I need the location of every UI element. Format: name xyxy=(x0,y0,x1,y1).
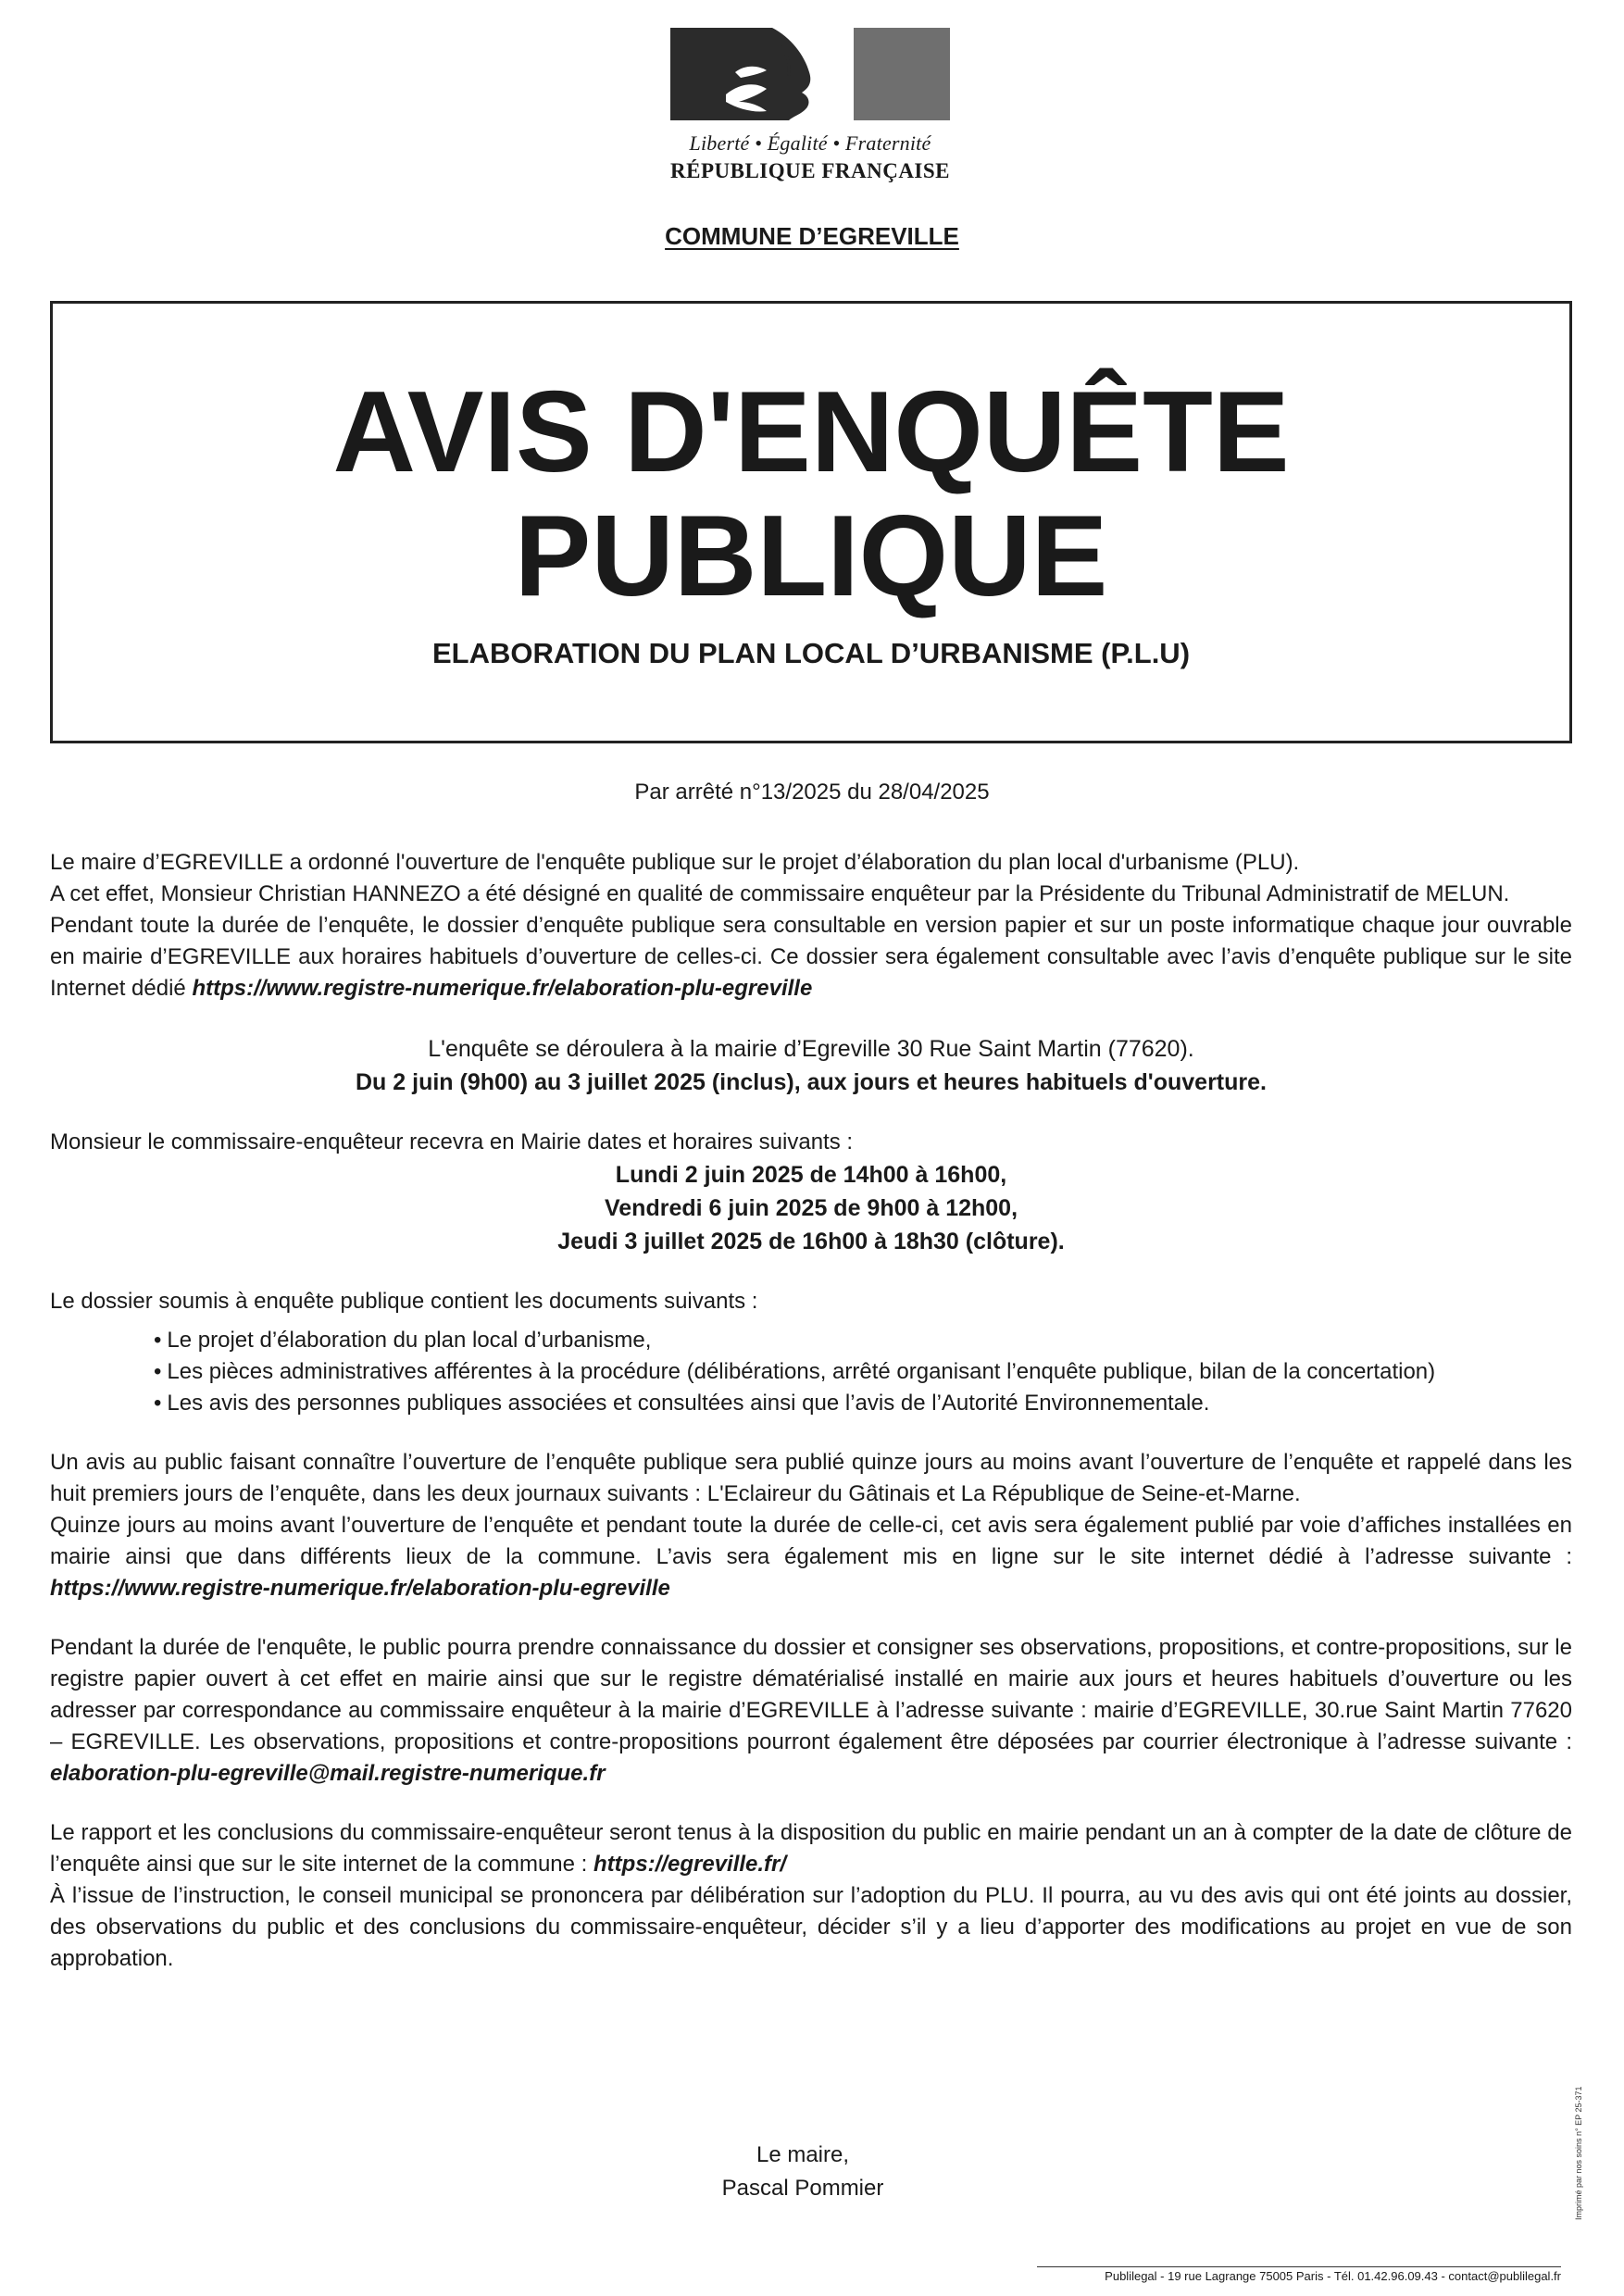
observations-text: Pendant la durée de l'enquête, le public pourra prendre connaissance du dossier et consigner ses observations, propositions, et contre-propositions, sur le registre papier ouvert à cet effet en mairie ainsi que sur le registre dématérialisé installé en mairie aux jours et heures habituels d’ouverture ou les adresser par correspondance au commissaire enquêteur à la mairie d’EGREVILLE à l’adresse suivante : mairie d’EGREVILLE, 30.rue Saint Martin 77620 – EGREVILLE. Les observations, propositions et contre-propositions pourront également être déposées par courrier électronique à l’adresse suivante : xyxy=(50,1635,1572,1754)
permanences-intro: Monsieur le commissaire-enquêteur recevra en Mairie dates et horaires suivants : xyxy=(50,1129,854,1154)
page-subtitle: ELABORATION DU PLAN LOCAL D’URBANISME (P.L.U) xyxy=(431,637,1191,669)
signature-block xyxy=(0,2139,1605,2205)
print-reference: Imprimé par nos soins n° EP 25-371 xyxy=(1574,2086,1583,2220)
registre-link[interactable]: https://www.registre-numerique.fr/elaboration-plu-egreville xyxy=(50,1576,670,1601)
title-box xyxy=(50,301,1572,743)
signature-name: Pascal Pommier xyxy=(721,2176,884,2201)
rapport-paragraph-1 xyxy=(50,1817,1572,1880)
dossier-list xyxy=(50,1325,1572,1419)
publicity-paragraph-1: Un avis au public faisant connaître l’ouverture de l’enquête publique sera publié quinze jours au moins avant l’ouverture de l’enquête et rappelé dans les huit premiers jours de l’enquête, dans les deux journaux suivants : L'Eclaireur du Gâtinais et La République de Seine-et-Marne. xyxy=(50,1450,1572,1506)
intro-paragraph-2: A cet effet, Monsieur Christian HANNEZO a été désigné en qualité de commissaire enquêteur par la Présidente du Tribunal Administratif de MELUN. xyxy=(50,881,1510,906)
marianne-logo-icon xyxy=(670,28,950,120)
footer-divider xyxy=(1037,2266,1561,2267)
publicity-paragraph-2 xyxy=(50,1510,1572,1604)
republic-name: RÉPUBLIQUE FRANÇAISE xyxy=(670,159,951,182)
email-link[interactable]: elaboration-plu-egreville@mail.registre-numerique.fr xyxy=(50,1761,606,1786)
list-item: • Le projet d’élaboration du plan local d’urbanisme, xyxy=(154,1328,652,1353)
bullet-icon: • xyxy=(154,1391,162,1416)
intro-paragraph-1: Le maire d’EGREVILLE a ordonné l'ouverture de l'enquête publique sur le projet d’élaboration du plan local d'urbanisme (PLU). xyxy=(50,850,1300,875)
republic-motto: Liberté • Égalité • Fraternité xyxy=(689,131,931,155)
notice-body xyxy=(50,847,1572,1975)
title-line-2: PUBLIQUE xyxy=(514,493,1108,620)
title-line-1: AVIS D'ENQUÊTE xyxy=(332,368,1290,496)
observations-paragraph xyxy=(50,1632,1572,1790)
page-title xyxy=(53,370,1569,618)
publicity-paragraph-2-text: Quinze jours au moins avant l’ouverture de l’enquête et pendant toute la durée de celle-ci, cet avis sera également publié par voie d’affiches installées en mairie ainsi que dans différents lieux de la commune. L’avis sera également mis en ligne sur le site internet dédié à l’adresse suivante : xyxy=(50,1513,1572,1569)
registre-link[interactable]: https://www.registre-numerique.fr/elaboration-plu-egreville xyxy=(192,976,813,1001)
intro-paragraph-3 xyxy=(50,910,1572,1004)
dossier-intro: Le dossier soumis à enquête publique contient les documents suivants : xyxy=(50,1289,758,1314)
publisher-footer: Publilegal - 19 rue Lagrange 75005 Paris - Tél. 01.42.96.09.43 - contact@publilegal.fr xyxy=(1105,2269,1561,2283)
permanence-item: Jeudi 3 juillet 2025 de 16h00 à 18h30 (clôture). xyxy=(557,1229,1065,1254)
commune-name: COMMUNE D’EGREVILLE xyxy=(665,222,959,250)
bullet-icon: • xyxy=(154,1359,162,1384)
list-item: • Les avis des personnes publiques associées et consultées ainsi que l’avis de l’Autorité Environnementale. xyxy=(154,1391,1210,1416)
commune-heading xyxy=(0,222,1624,251)
enquete-location: L'enquête se déroulera à la mairie d’Egreville 30 Rue Saint Martin (77620). xyxy=(428,1036,1194,1062)
republique-francaise-logo xyxy=(670,28,950,183)
rapport-paragraph-2: À l’issue de l’instruction, le conseil municipal se prononcera par délibération sur l’adoption du PLU. Il pourra, au vu des avis qui ont été joints au dossier, des observations du public et des conclusions du commissaire-enquêteur, décider s’il y a lieu d’apporter des modifications au projet en vue de son approbation. xyxy=(50,1883,1572,1971)
permanence-item: Vendredi 6 juin 2025 de 9h00 à 12h00, xyxy=(604,1195,1018,1221)
enquete-dates: Du 2 juin (9h00) au 3 juillet 2025 (inclus), aux jours et heures habituels d'ouverture. xyxy=(356,1069,1267,1095)
list-item: • Les pièces administratives afférentes à la procédure (délibérations, arrêté organisant l’enquête publique, bilan de la concertation) xyxy=(154,1359,1436,1384)
commune-website-link[interactable]: https://egreville.fr/ xyxy=(593,1852,787,1877)
signature-role: Le maire, xyxy=(756,2142,850,2167)
permanence-item: Lundi 2 juin 2025 de 14h00 à 16h00, xyxy=(615,1162,1007,1188)
intro-paragraph-3-text: Pendant toute la durée de l’enquête, le dossier d’enquête publique sera consultable en version papier et sur un poste informatique chaque jour ouvrable en mairie d’EGREVILLE aux horaires habituels d’ouverture de celles-ci. Ce dossier sera également consultable avec l’avis d’enquête publique sur le site Internet dédié xyxy=(50,913,1572,1001)
arrete-reference: Par arrêté n°13/2025 du 28/04/2025 xyxy=(634,780,990,805)
rapport-text: Le rapport et les conclusions du commissaire-enquêteur seront tenus à la disposition du public en mairie pendant un an à compter de la date de clôture de l’enquête ainsi que sur le site internet de la commune : xyxy=(50,1820,1572,1877)
bullet-icon: • xyxy=(154,1328,162,1353)
